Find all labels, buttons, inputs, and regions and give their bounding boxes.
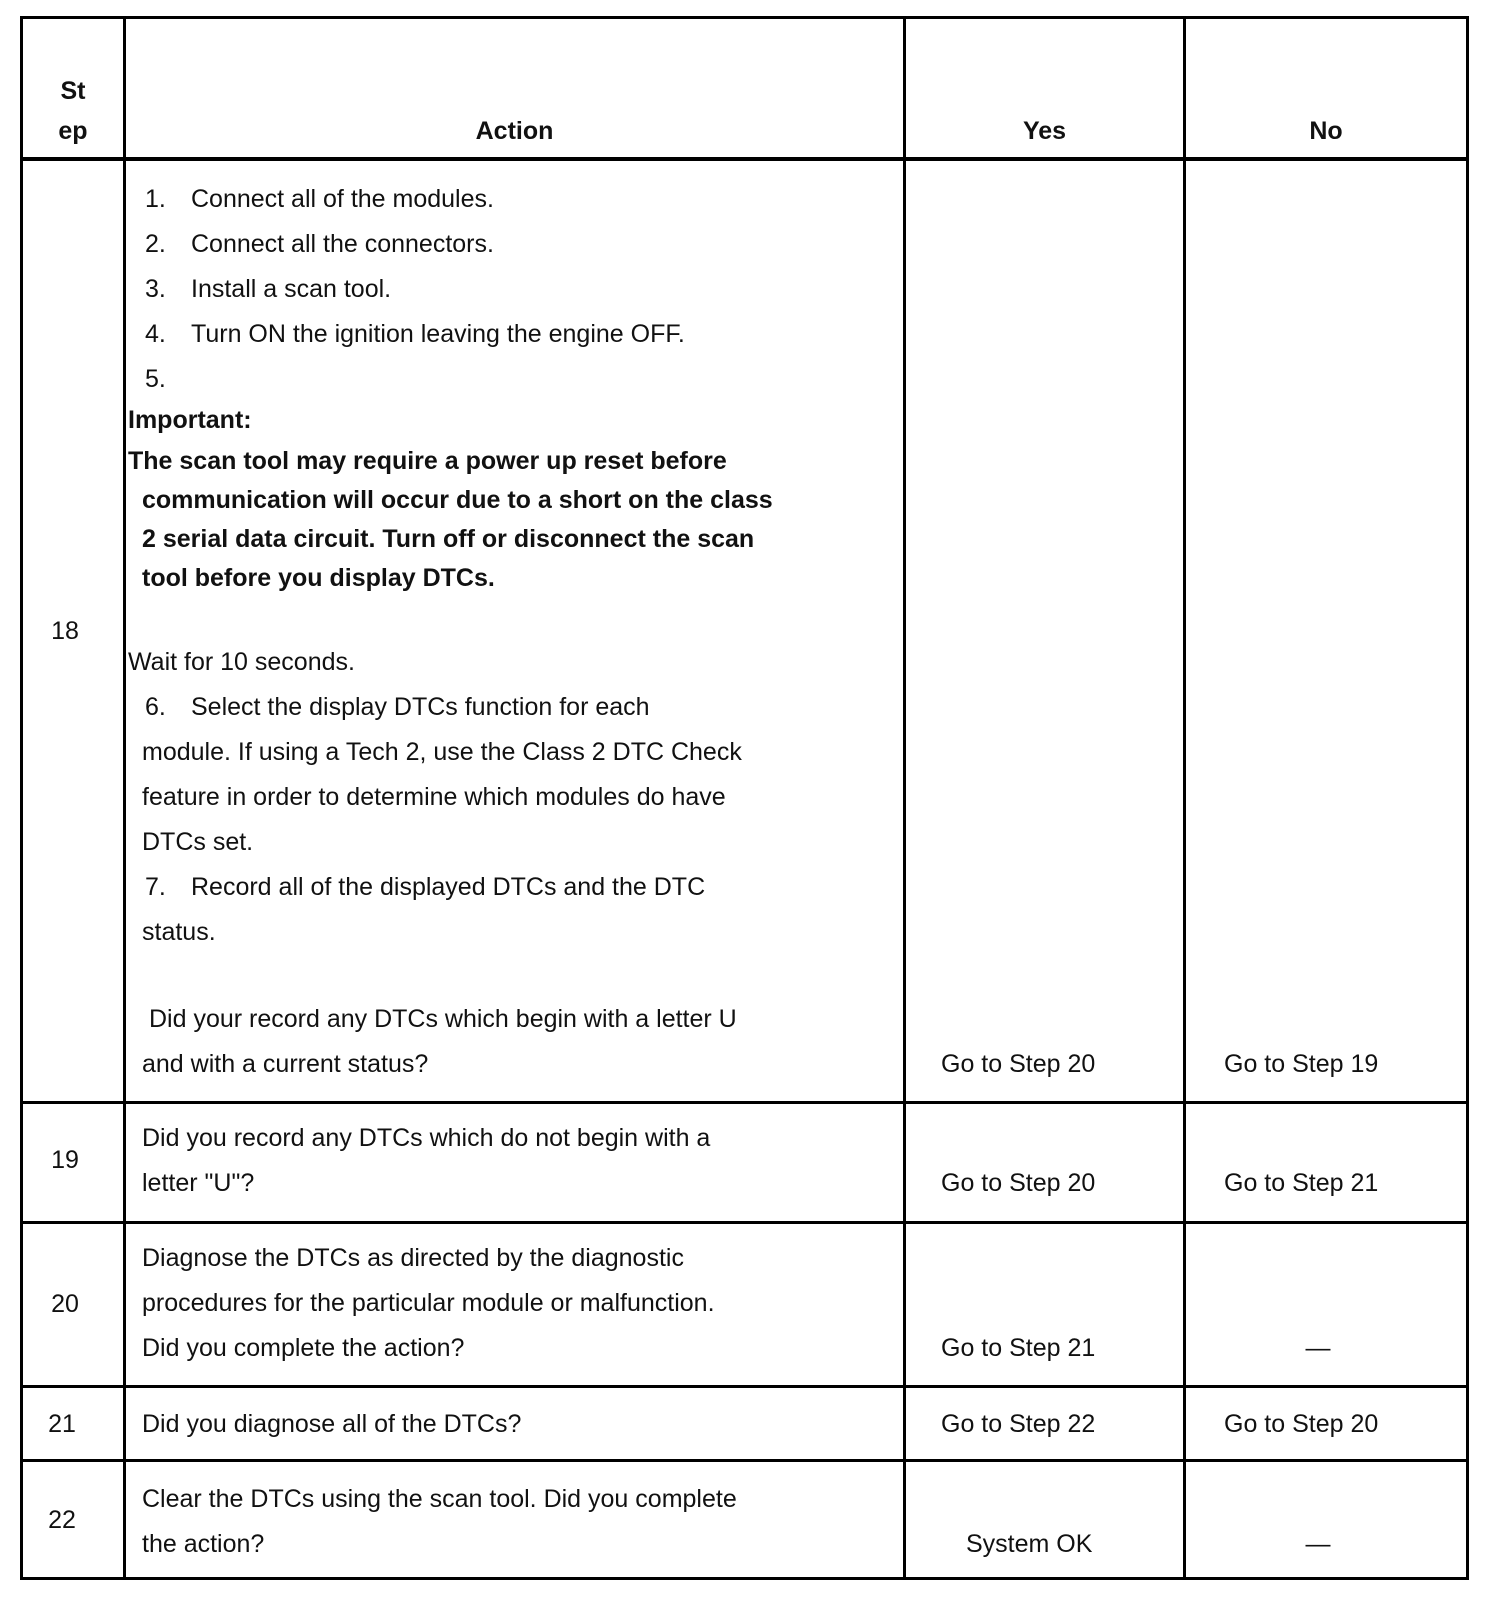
header-step-line2: ep bbox=[58, 117, 88, 145]
step-number-18: 18 bbox=[51, 617, 79, 645]
list-item-number: 6. bbox=[145, 693, 166, 721]
step-number-20: 20 bbox=[51, 1290, 79, 1318]
no-result-18: Go to Step 19 bbox=[1224, 1050, 1379, 1078]
step-number-21: 21 bbox=[48, 1410, 76, 1438]
list-item-continuation: module. If using a Tech 2, use the Class 2 DTC Check bbox=[142, 738, 742, 766]
action-line: Did you diagnose all of the DTCs? bbox=[142, 1410, 522, 1438]
list-item-number: 2. bbox=[145, 230, 166, 258]
header-divider bbox=[20, 157, 1469, 161]
table-border-right bbox=[1466, 16, 1469, 1580]
list-item: Install a scan tool. bbox=[191, 275, 392, 303]
table-border-bottom bbox=[20, 1577, 1469, 1580]
question-line: Did your record any DTCs which begin with a letter U bbox=[149, 1005, 737, 1033]
column-divider-step-action bbox=[123, 16, 126, 1580]
list-item: Record all of the displayed DTCs and the DTC bbox=[191, 873, 706, 901]
no-result-21: Go to Step 20 bbox=[1224, 1410, 1379, 1438]
column-divider-yes-no bbox=[1183, 16, 1186, 1580]
table-border-top bbox=[20, 16, 1469, 19]
action-line: procedures for the particular module or malfunction. bbox=[142, 1289, 715, 1317]
row-divider-18-19 bbox=[20, 1101, 1469, 1104]
important-note-line: 2 serial data circuit. Turn off or disconnect the scan bbox=[142, 525, 755, 553]
no-result-20: — bbox=[1305, 1334, 1331, 1362]
yes-result-22: System OK bbox=[966, 1530, 1093, 1558]
list-item-number: 5. bbox=[145, 365, 166, 393]
list-item: Select the display DTCs function for each bbox=[191, 693, 650, 721]
question-line: and with a current status? bbox=[142, 1050, 429, 1078]
list-item-number: 7. bbox=[145, 873, 166, 901]
header-step-line1: St bbox=[60, 77, 86, 105]
action-line: Did you complete the action? bbox=[142, 1334, 465, 1362]
no-result-22: — bbox=[1305, 1530, 1331, 1558]
header-action: Action bbox=[475, 117, 554, 145]
table-border-left bbox=[20, 16, 23, 1580]
action-line: the action? bbox=[142, 1530, 265, 1558]
action-line: letter "U"? bbox=[142, 1169, 255, 1197]
row-divider-21-22 bbox=[20, 1459, 1469, 1462]
important-label: Important: bbox=[128, 406, 252, 434]
yes-result-20: Go to Step 21 bbox=[941, 1334, 1096, 1362]
list-item-continuation: status. bbox=[142, 918, 216, 946]
header-no: No bbox=[1309, 117, 1343, 145]
wait-instruction: Wait for 10 seconds. bbox=[128, 648, 355, 676]
list-item-number: 1. bbox=[145, 185, 166, 213]
step-number-19: 19 bbox=[51, 1146, 79, 1174]
yes-result-18: Go to Step 20 bbox=[941, 1050, 1096, 1078]
step-number-22: 22 bbox=[48, 1506, 76, 1534]
column-divider-action-yes bbox=[903, 16, 906, 1580]
important-note-line: tool before you display DTCs. bbox=[142, 564, 495, 592]
header-yes: Yes bbox=[1022, 117, 1067, 145]
list-item: Connect all of the modules. bbox=[191, 185, 494, 213]
yes-result-21: Go to Step 22 bbox=[941, 1410, 1096, 1438]
list-item: Connect all the connectors. bbox=[191, 230, 494, 258]
action-line: Did you record any DTCs which do not begin with a bbox=[142, 1124, 711, 1152]
list-item: Turn ON the ignition leaving the engine OFF. bbox=[191, 320, 685, 348]
row-divider-20-21 bbox=[20, 1385, 1469, 1388]
list-item-continuation: feature in order to determine which modules do have bbox=[142, 783, 726, 811]
action-line: Diagnose the DTCs as directed by the diagnostic bbox=[142, 1244, 684, 1272]
list-item-number: 3. bbox=[145, 275, 166, 303]
list-item-number: 4. bbox=[145, 320, 166, 348]
yes-result-19: Go to Step 20 bbox=[941, 1169, 1096, 1197]
row-divider-19-20 bbox=[20, 1221, 1469, 1224]
no-result-19: Go to Step 21 bbox=[1224, 1169, 1379, 1197]
list-item-continuation: DTCs set. bbox=[142, 828, 254, 856]
action-line: Clear the DTCs using the scan tool. Did you complete bbox=[142, 1485, 737, 1513]
important-note-line: The scan tool may require a power up reset before bbox=[128, 447, 727, 475]
important-note-line: communication will occur due to a short on the class bbox=[142, 486, 773, 514]
